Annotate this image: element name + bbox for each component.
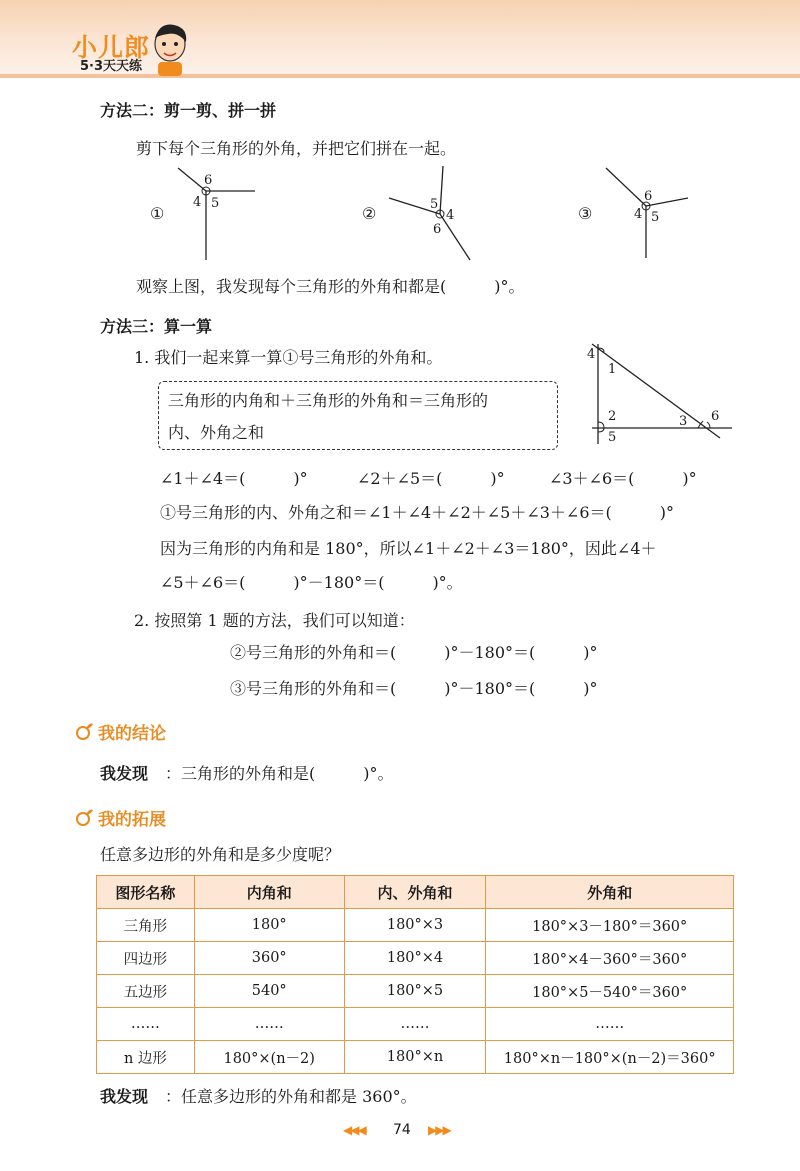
conclusion-heading: 我的结论 [98, 724, 166, 744]
angle-3-label: 3 [679, 414, 688, 429]
angle-6-label: 6 [711, 409, 720, 424]
table-cell: 180°×n－180°×(n－2)＝360° [486, 1041, 734, 1074]
table-row [97, 942, 734, 975]
header-edge [0, 74, 800, 78]
angle-4-label: 4 [587, 347, 596, 362]
figure-1-label: ① [150, 204, 165, 223]
q2-line-1: ②号三角形的外角和＝( )°－180°＝( )° [230, 643, 598, 662]
next-arrows-icon: ▶▶▶ [428, 1123, 450, 1137]
table-row [97, 1041, 734, 1074]
prev-arrows-icon: ◀◀◀ [343, 1123, 365, 1137]
eq-angle-3-6: ∠3＋∠6＝( )° [549, 469, 697, 488]
series-logo: 5·3天天练 [80, 59, 143, 74]
eq-inner-outer-sum: ①号三角形的内、外角之和＝∠1＋∠4＋∠2＋∠5＋∠3＋∠6＝( )° [160, 503, 675, 522]
right-triangle-diagram [587, 340, 740, 450]
table-cell: 180°×4 [344, 942, 486, 975]
eq-angle-2-5: ∠2＋∠5＝( )° [357, 469, 505, 488]
figure-3-label: ③ [578, 204, 593, 223]
table-cell: …… [344, 1008, 486, 1041]
angle-6-label: 6 [644, 189, 653, 204]
finding-text: ：任意多边形的外角和都是 360°。 [165, 1087, 417, 1106]
angle-2-label: 2 [608, 409, 617, 424]
angle-5-label: 5 [211, 196, 220, 211]
angle-4-label: 4 [446, 208, 455, 223]
angle-1-label: 1 [608, 362, 617, 377]
table-cell: 五边形 [97, 975, 195, 1008]
figure-1-diagram [170, 160, 280, 270]
eq-reasoning: 因为三角形的内角和是 180°，所以∠1＋∠2＋∠3＝180°，因此∠4＋ [160, 539, 657, 558]
table-header: 内角和 [194, 876, 344, 909]
polygon-angle-table [96, 875, 734, 1074]
conclusion-text: ：三角形的外角和是( )°。 [165, 764, 394, 783]
table-header: 图形名称 [97, 876, 195, 909]
mascot-icon [148, 20, 192, 76]
table-cell: 四边形 [97, 942, 195, 975]
table-cell: …… [97, 1008, 195, 1041]
angle-6-label: 6 [433, 222, 442, 237]
table-row [97, 975, 734, 1008]
finding-label: 我发现 [100, 1087, 149, 1106]
table-cell: 180°×n [344, 1041, 486, 1074]
figure-3-diagram [600, 160, 710, 270]
table-cell: …… [194, 1008, 344, 1041]
angle-5-label: 5 [651, 210, 660, 225]
q1-intro: 1. 我们一起来算一算①号三角形的外角和。 [134, 348, 443, 367]
table-cell: 180°×5 [344, 975, 486, 1008]
flower-icon [76, 722, 94, 740]
angle-5-label: 5 [430, 197, 439, 212]
table-cell: 180° [194, 909, 344, 942]
table-cell: 180°×3 [344, 909, 486, 942]
eq-result: ∠5＋∠6＝( )°－180°＝( )°。 [160, 573, 463, 592]
table-cell: …… [486, 1008, 734, 1041]
angle-6-label: 6 [204, 173, 213, 188]
table-cell: 180°×5－540°＝360° [486, 975, 734, 1008]
table-header: 外角和 [486, 876, 734, 909]
q2-line-2: ③号三角形的外角和＝( )°－180°＝( )° [230, 679, 598, 698]
angle-5-label: 5 [608, 430, 617, 445]
conclusion-label: 我发现 [100, 764, 149, 783]
method2-observation: 观察上图，我发现每个三角形的外角和都是( )°。 [136, 277, 525, 296]
figure-2-diagram [385, 160, 495, 270]
extension-question: 任意多边形的外角和是多少度呢？ [100, 845, 341, 864]
table-cell: 180°×3－180°＝360° [486, 909, 734, 942]
table-cell: 180°×4－360°＝360° [486, 942, 734, 975]
table-header-row [97, 876, 734, 909]
method2-instruction: 剪下每个三角形的外角，并把它们拼在一起。 [136, 139, 457, 158]
page-number: 74 [393, 1122, 411, 1138]
eq-angle-1-4: ∠1＋∠4＝( )° [160, 469, 308, 488]
table-row [97, 1008, 734, 1041]
flower-icon [76, 808, 94, 826]
angle-4-label: 4 [193, 195, 202, 210]
figure-2-label: ② [362, 204, 377, 223]
table-cell: n 边形 [97, 1041, 195, 1074]
q2-intro: 2. 按照第 1 题的方法，我们可以知道： [134, 611, 415, 630]
table-row [97, 909, 734, 942]
brand-logo: 小儿郎 [72, 33, 151, 62]
table-cell: 180°×(n－2) [194, 1041, 344, 1074]
method3-title: 方法三：算一算 [100, 317, 213, 336]
table-cell: 540° [194, 975, 344, 1008]
table-header: 内、外角和 [344, 876, 486, 909]
angle-4-label: 4 [634, 207, 643, 222]
table-cell: 三角形 [97, 909, 195, 942]
table-cell: 360° [194, 942, 344, 975]
formula-line-1: 三角形的内角和＋三角形的外角和＝三角形的 [168, 391, 489, 410]
formula-line-2: 内、外角之和 [168, 423, 265, 442]
extension-heading: 我的拓展 [98, 810, 166, 830]
method2-title: 方法二：剪一剪、拼一拼 [100, 101, 277, 120]
